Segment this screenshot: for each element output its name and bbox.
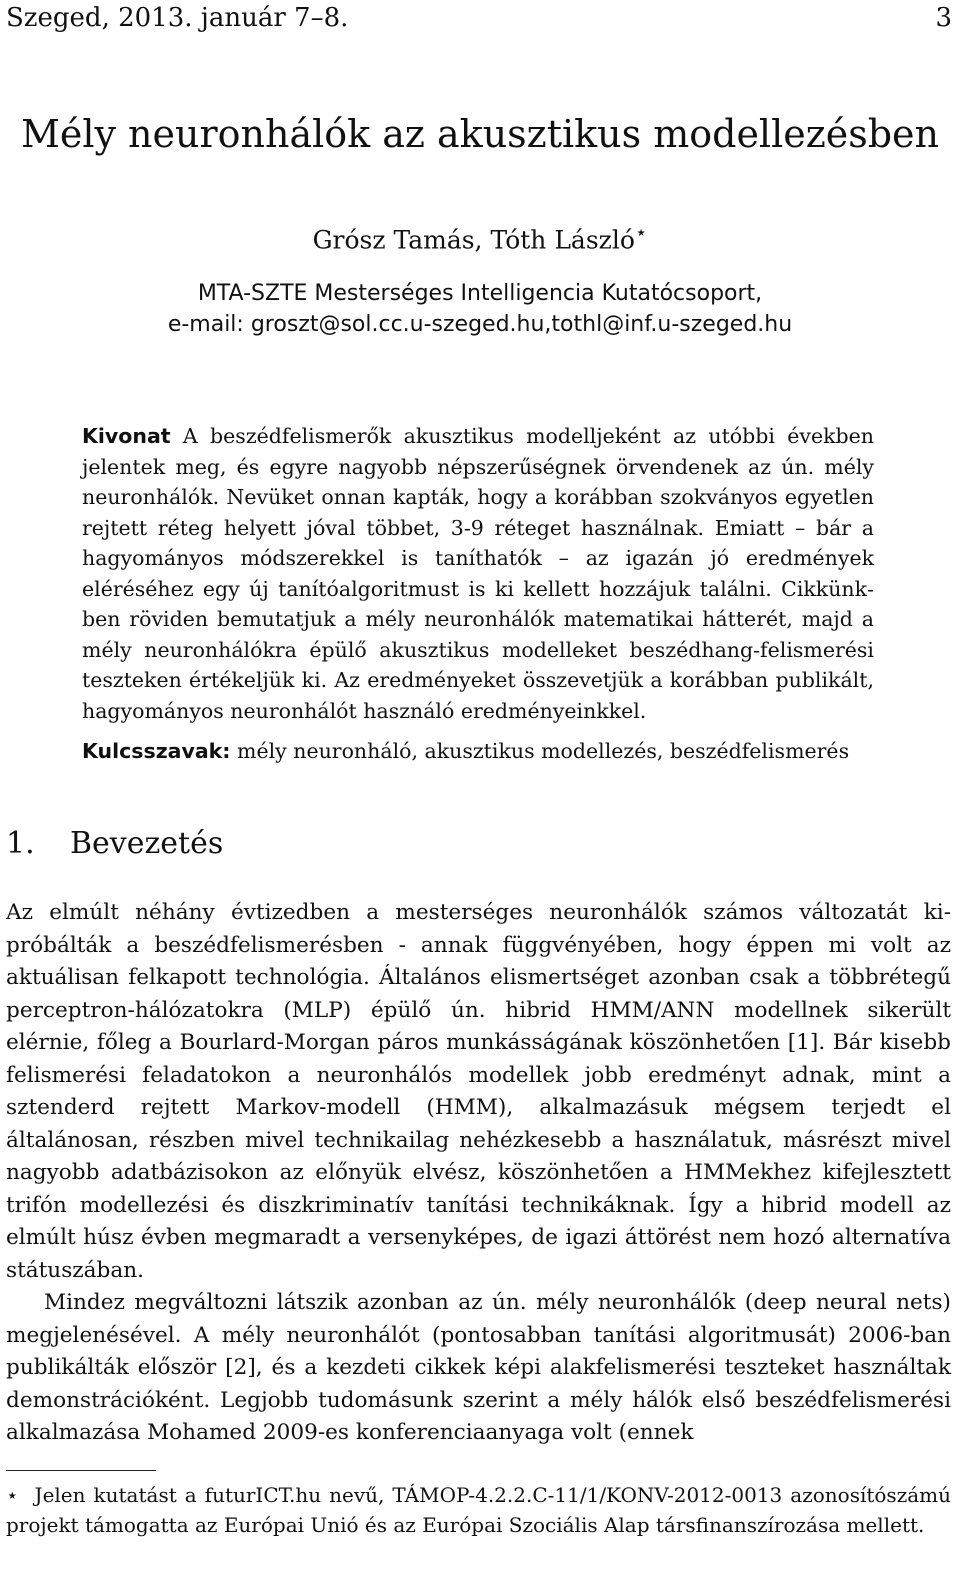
affiliation-line-1: MTA-SZTE Mesterséges Intelligencia Kutatócsoport, [197,281,763,306]
paragraph: Az elmúlt néhány évtizedben a mesterséges neuronhálók számos változatát kipróbálták a beszédfelismerésben - annak függvényében, hogy éppen mi volt az aktuálisan felkapott technológia. Általános elismertséget azonban csak a többrétegű perceptron-hálózatokra (MLP) épülő ún. hibrid HMM/ANN modellnek sikerült elérnie, főleg a Bourlard-Morgan páros munkásságának köszönhetően [1]. Bár kisebb felismerési feladatokon a neuronhálós modellek jobb eredményt adnak, mint a sztenderd rejtett Markov-modell (HMM), alkalmazásuk mégsem terjedt el általánosan, részben mivel technikailag nehézkesebb a használatuk, másrészt mivel nagyobb adatbázisokon az előnyük elvész, köszönhetően a HMMekhez kifejlesztett trifón modellezési és diszkriminatív tanítási technikáknak. Így a hibrid modell az elmúlt húsz évben megmaradt a versenyképes, de igazi áttörést nem hozó alternatíva státuszában. [6,900,951,1283]
section-title: Bevezetés [70,826,224,861]
body-text [6,897,951,1450]
keywords [82,735,882,767]
abstract-label: Kivonat [82,424,171,448]
keywords-text: mély neuronháló, akusztikus modellezés, beszédfelismerés [237,739,850,763]
header-venue-date: Szeged, 2013. január 7–8. [6,3,349,33]
footnote-mark: ⋆ [6,1483,19,1507]
affiliation-email: e-mail: groszt@sol.cc.u-szeged.hu,tothl@inf.u-szeged.hu [167,312,793,337]
footnote-rule [6,1470,156,1471]
section-heading [6,822,606,866]
footnote-text: Jelen kutatást a futurICT.hu nevű, TÁMOP-4.2.2.C-11/1/KONV-2012-0013 azonosítószámú projekt támogatta az Európai Unió és az Európai Szociális Alap társfinanszírozása mellett. [6,1483,952,1537]
page-number: 3 [935,3,952,33]
section-number: 1. [6,826,35,861]
keywords-label: Kulcsszavak: [82,739,231,763]
author-footnote-mark: ⋆ [634,220,648,244]
author-line [0,214,960,258]
paper-title: Mély neuronhálók az akusztikus modellezésben [20,112,940,156]
abstract [82,421,874,726]
abstract-text: A beszédfelismerők akusztikus modelljeként az utóbbi években jelentek meg, és egyre nagyobb népszerűségnek örvendenek az ún. mély neuronhálók. Nevüket onnan kapták, hogy a korábban szokványos egyetlen rejtett réteg helyett jóval többet, 3-9 réteget használnak. Emiatt – bár a hagyományos módszerekkel is taníthatók – az igazán jó eredmények eléréséhez egy új tanítóalgoritmust is ki kellett hozzájuk találni. Cikkünkben röviden bemutatjuk a mély neuronhálók matematikai hátterét, majd a mély neuronhálókra épülő akusztikus modelleket beszédhang-felismerési teszteken értékeljük ki. Az eredményeket összevetjük a korábban publikált, hagyományos neuronhálót használó eredményeinkkel. [82,424,874,723]
paragraph: Mindez megváltozni látszik azonban az ún. mély neuronhálók (deep neural nets) megjelenésével. A mély neuronhálót (pontosabban tanítási algoritmusát) 2006-ban publikálták először [2], és a kezdeti cikkek képi alakfelismerési teszteket használtak demonstrációként. Legjobb tudomásunk szerint a mély hálók első beszédfelismerési alkalmazása Mohamed 2009-es konferenciaanyaga volt (ennek [6,1290,951,1445]
authors: Grósz Tamás, Tóth László [312,225,635,255]
footnote [6,1480,951,1540]
running-header [6,0,952,36]
affiliation [0,278,960,340]
